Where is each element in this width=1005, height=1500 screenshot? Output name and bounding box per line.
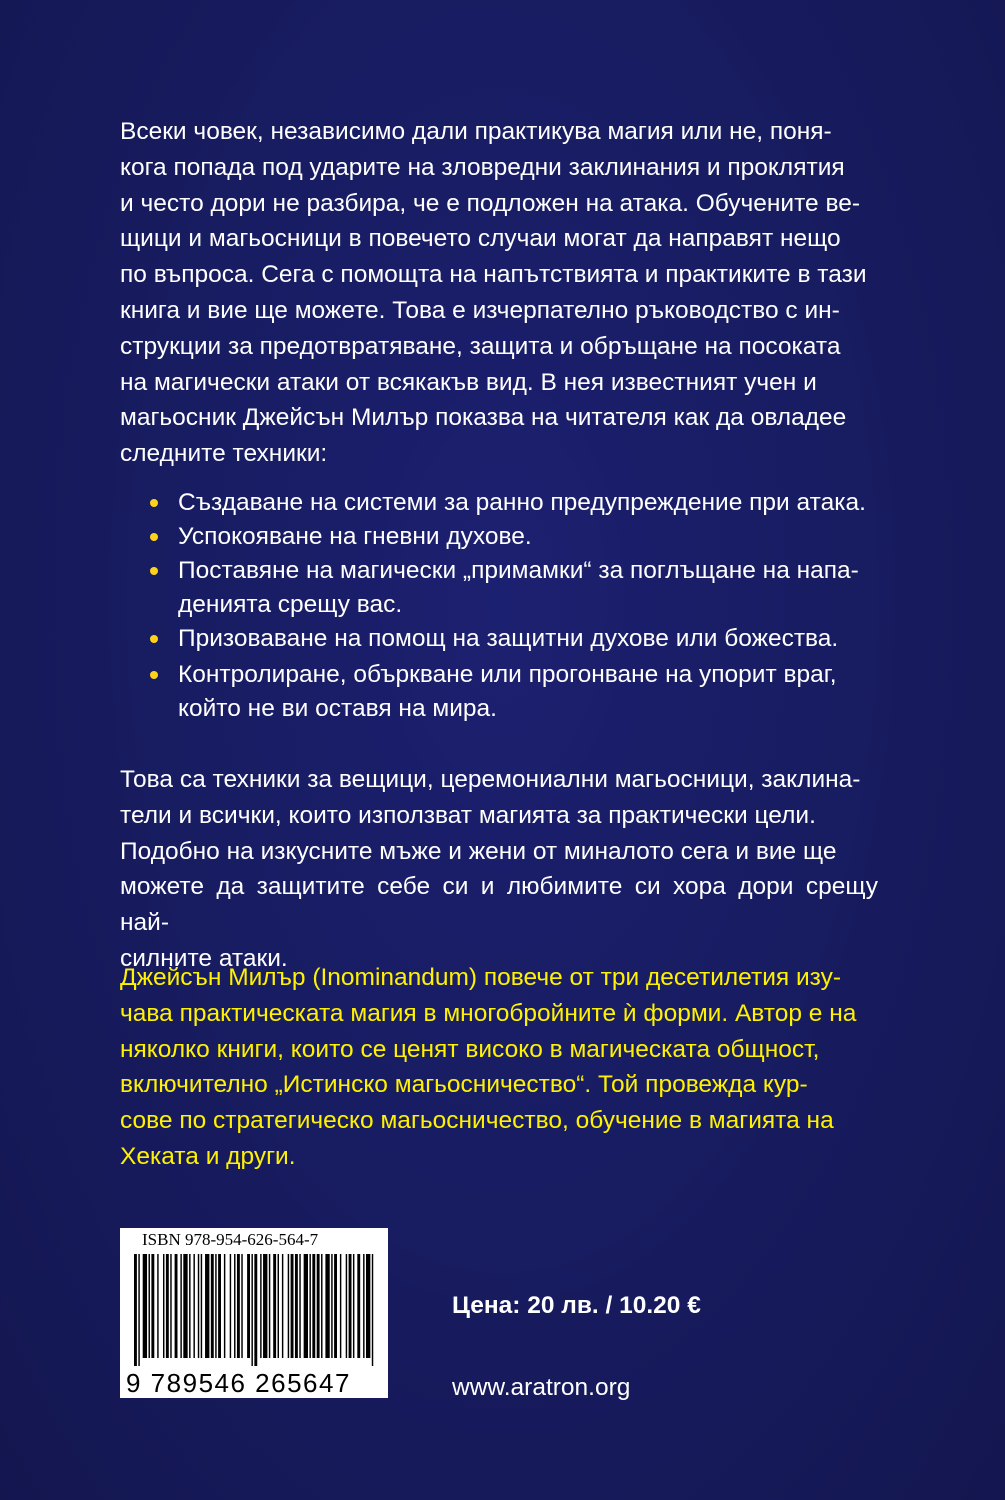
intro-line: на магически атаки от всякакъв вид. В нея известният учен и (120, 368, 817, 396)
barcode-bar (251, 1254, 252, 1366)
bullet-dot-icon (150, 499, 158, 507)
barcode-bar (180, 1254, 181, 1358)
intro-line: и често дори не разбира, че е подложен на атака. Обучените ве- (120, 189, 861, 217)
list-item (150, 622, 890, 656)
author-line: няколко книги, които се ценят високо в магическата общност, (120, 1035, 820, 1063)
barcode-bar (321, 1254, 322, 1358)
outro-line: тели и всички, които използват магията за практически цели. (120, 801, 816, 829)
barcode-bar (346, 1254, 347, 1358)
barcode-bar (193, 1254, 194, 1358)
barcode-bar (299, 1254, 300, 1358)
list-item-text: Създаване на системи за ранно предупреждение при атака. (178, 489, 866, 516)
barcode-bar (291, 1254, 294, 1358)
price-label: Цена: 20 лв. / 10.20 € (452, 1292, 701, 1319)
barcode-bar (260, 1254, 261, 1358)
barcode-bar (230, 1254, 231, 1358)
barcode-bar (175, 1254, 178, 1358)
barcode-bar (211, 1254, 214, 1358)
outro-line: Това са техники за вещици, церемониални магьосници, заклина- (120, 766, 861, 793)
barcode-bar (157, 1254, 158, 1358)
barcode-bar (189, 1254, 190, 1358)
intro-line: следните техники: (120, 440, 328, 468)
author-line: Хеката и други. (120, 1142, 296, 1170)
barcode-bar (215, 1254, 216, 1358)
author-line: Джейсън Милър (Inominandum) повече от три десетилетия изу- (120, 964, 842, 991)
outro-line: можете да защитите себе си и любимите си хора дори срещу най- (120, 873, 878, 937)
barcode-bar (334, 1254, 337, 1358)
barcode-bar (254, 1254, 257, 1366)
list-item-text: Призоваване на помощ на защитни духове или божества. (178, 625, 839, 652)
barcode-bar (205, 1254, 209, 1358)
barcode-bar (357, 1254, 360, 1358)
list-item-text: Контролиране, объркване или прогонване на упорит враг, който не ви оставя на мира. (178, 661, 837, 722)
intro-line: струкции за предотвратяване, защита и обръщане на посоката (120, 332, 841, 360)
isbn-barcode (120, 1228, 388, 1398)
author-line: чава практическата магия в многобройните ѝ форми. Автор е на (120, 999, 857, 1027)
barcode-bar (166, 1254, 169, 1358)
barcode-bar (269, 1254, 270, 1358)
outro-line: силните атаки. (120, 944, 288, 972)
barcode-bar (317, 1254, 320, 1358)
barcode-bar (234, 1254, 235, 1358)
barcode-bar (278, 1254, 279, 1358)
barcode-bar (170, 1254, 171, 1358)
barcode-bar (312, 1254, 315, 1358)
list-item-text: Поставяне на магически „примамки“ за поглъщане на напа- денията срещу вас. (178, 557, 859, 618)
barcode-bar (247, 1254, 250, 1358)
author-line: сове по стратегическо магьосничество, обучение в магията на (120, 1107, 834, 1135)
intro-line: кога попада под ударите на зловредни заклинания и проклятия (120, 153, 845, 181)
bullet-dot-icon (150, 533, 158, 541)
bullet-dot-icon (150, 671, 158, 679)
ean-digits: 9 789546 265647 (126, 1368, 351, 1398)
barcode-bar (309, 1254, 310, 1358)
intro-paragraph (120, 114, 878, 472)
barcode-bar (282, 1254, 283, 1358)
barcode-bar (163, 1254, 164, 1358)
intro-line: книга и вие ще можете. Това е изчерпателно ръководство с ин- (120, 296, 840, 324)
outro-paragraph (120, 762, 878, 977)
barcode-bar (349, 1254, 352, 1358)
bullet-dot-icon (150, 635, 158, 643)
barcode-bar (224, 1254, 225, 1358)
barcode-bar (198, 1254, 199, 1358)
list-item (150, 486, 890, 520)
list-item-text: Успокояване на гневни духове. (178, 523, 532, 550)
list-item (150, 520, 890, 554)
author-line: включително „Истинско магьосничество“. Той провежда кур- (120, 1071, 808, 1099)
bullet-dot-icon (150, 567, 158, 575)
publisher-website: www.aratron.org (452, 1374, 631, 1401)
list-item (150, 658, 890, 724)
barcode-bar (331, 1254, 332, 1358)
barcode-bar (149, 1254, 150, 1358)
barcode-bar (304, 1254, 308, 1358)
barcode-bar (237, 1254, 240, 1358)
outro-line: Подобно на изкусните мъже и жени от миналото сега и вие ще (120, 837, 837, 865)
barcode-bar (138, 1254, 139, 1366)
barcode-bar (340, 1254, 341, 1358)
list-item (150, 554, 890, 620)
barcode-bar (143, 1254, 147, 1358)
barcode-bar (273, 1254, 276, 1358)
author-bio (120, 960, 878, 1175)
barcode-bar (295, 1254, 298, 1358)
barcode-bars-icon (134, 1254, 374, 1366)
barcode-bar (263, 1254, 267, 1358)
barcode-bar (183, 1254, 187, 1358)
barcode-bar (134, 1254, 137, 1366)
intro-line: щици и магьосници в повечето случаи могат да направят нещо (120, 225, 841, 253)
barcode-bar (366, 1254, 370, 1358)
technique-list (150, 486, 890, 724)
barcode-bar (201, 1254, 202, 1358)
intro-line: Всеки човек, независимо дали практикува магия или не, поня- (120, 118, 832, 145)
barcode-bar (363, 1254, 364, 1358)
barcode-bar (218, 1254, 221, 1358)
barcode-bar (241, 1254, 242, 1358)
barcode-bar (353, 1254, 354, 1358)
barcode-bar (325, 1254, 329, 1358)
barcode-bar (288, 1254, 289, 1358)
barcode-bar (372, 1254, 373, 1366)
intro-line: по въпроса. Сега с помощта на напътствията и практиките в тази (120, 261, 867, 289)
intro-line: магьосник Джейсън Милър показва на читателя как да овладее (120, 404, 847, 432)
barcode-bar (151, 1254, 154, 1358)
isbn-number: ISBN 978-954-626-564-7 (142, 1230, 319, 1249)
